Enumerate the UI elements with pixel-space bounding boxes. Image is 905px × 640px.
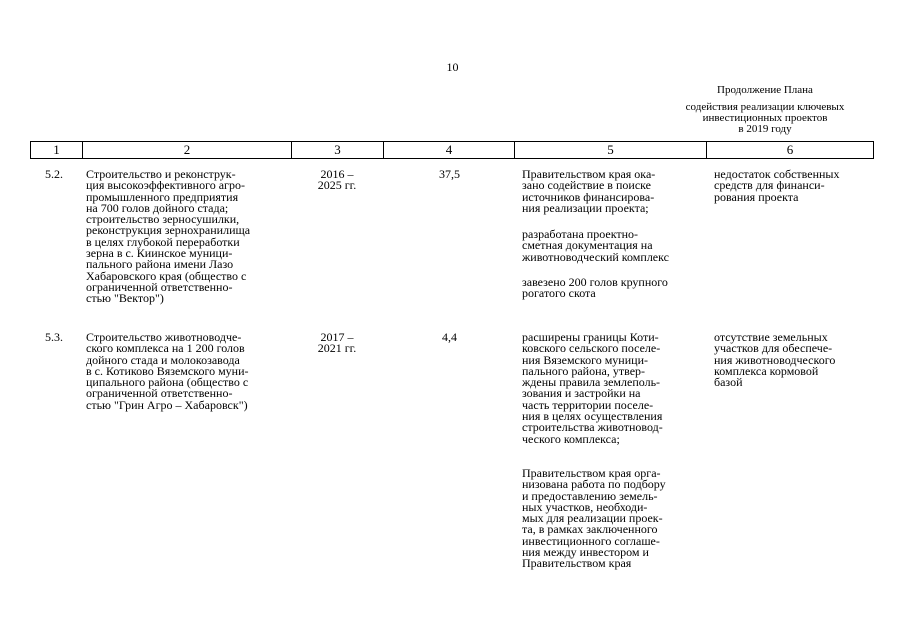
measure-text [522, 229, 669, 263]
project-description [86, 332, 249, 411]
text-line: источников финансирова- [522, 189, 655, 204]
text-line: Правительством края орга- [522, 466, 661, 480]
text-line: ния реализации проекта; [522, 200, 649, 215]
problem-text [714, 332, 835, 388]
text-line: промышленного предприятия [86, 189, 239, 204]
text-line: дойного стада и молокозавода [86, 352, 240, 367]
measure-text [522, 332, 663, 445]
row-number: 5.2. [45, 167, 63, 181]
text-line: строительства животновод- [522, 420, 663, 435]
text-line: на 700 голов дойного стада; [86, 200, 229, 215]
text-line: мых для реализации проек- [522, 511, 663, 526]
text-line: комплекса кормовой [714, 363, 819, 378]
text-line: ковского сельского поселе- [522, 341, 661, 356]
text-line: Правительством края [522, 556, 632, 571]
text-line: расширены границы Коти- [522, 330, 659, 344]
text-line: Строительство и реконструк- [86, 167, 236, 181]
text-line: базой [714, 375, 743, 390]
text-line: 2025 гг. [317, 178, 357, 193]
text-line: отсутствие земельных [714, 330, 828, 344]
heading-continuation: Продолжение Плана [717, 84, 813, 96]
text-line: зования и застройки на [522, 386, 641, 401]
text-line: ждены правила землеполь- [522, 375, 661, 390]
text-line: и предоставлению земель- [522, 488, 658, 503]
text-line: 2017 – [320, 330, 354, 344]
column-header-2: 2 [83, 142, 292, 158]
heading-line: содействия реализации ключевых [685, 101, 845, 113]
column-header-5: 5 [515, 142, 707, 158]
project-period [291, 332, 383, 355]
text-line: ция высокоэффективного агро- [86, 178, 245, 193]
text-line: низована работа по подбору [522, 477, 666, 492]
column-header-6: 6 [786, 142, 794, 157]
text-line: завезено 200 голов крупного [522, 275, 668, 289]
text-line: часть территории поселе- [522, 397, 654, 412]
text-line: 2016 – [320, 167, 354, 181]
heading-line: инвестиционных проектов [702, 112, 828, 124]
investment-value: 37,5 [439, 167, 460, 181]
text-line: строительство зерносушилки, [86, 212, 240, 227]
text-line: ния животноводческого [714, 352, 836, 367]
heading-line: в 2019 году [738, 123, 792, 135]
text-line: Строительство животноводче- [86, 330, 242, 344]
text-line: реконструкция зернохранилища [86, 223, 251, 238]
project-period [291, 169, 383, 192]
text-line: в целях глубокой переработки [86, 234, 240, 249]
measure-text [522, 169, 655, 214]
text-line: стью "Вектор") [86, 291, 164, 306]
text-line: участков для обеспече- [714, 341, 833, 356]
text-line: сметная документация на [522, 238, 653, 253]
text-line: Правительством края ока- [522, 167, 656, 181]
column-header-4: 4 [384, 142, 515, 158]
text-line: ципального района (общество с [86, 375, 249, 390]
text-line: разработана проектно- [522, 227, 639, 241]
text-line: инвестиционного соглаше- [522, 533, 660, 548]
text-line: ния в целях осуществления [522, 409, 663, 424]
row-number: 5.3. [45, 330, 63, 344]
text-line: зано содействие в поиске [522, 178, 651, 193]
measure-text [522, 468, 666, 570]
text-line: ского комплекса на 1 200 голов [86, 341, 245, 356]
text-line: 2021 гг. [317, 341, 357, 356]
text-line: зерна в с. Киинское муници- [86, 246, 233, 261]
project-description [86, 169, 250, 305]
text-line: пального района имени Лазо [86, 257, 234, 272]
table-header-row [30, 141, 874, 159]
text-line: ограниченной ответственно- [86, 279, 233, 294]
column-header-3: 3 [292, 142, 384, 158]
measure-text [522, 277, 668, 300]
text-line: ния Вяземского муници- [522, 352, 648, 367]
text-line: пального района, утвер- [522, 363, 646, 378]
page-number: 10 [446, 60, 459, 74]
text-line: рования проекта [714, 189, 799, 204]
text-line: животноводческий комплекс [522, 249, 669, 264]
column-header-1: 1 [31, 142, 83, 158]
text-line: Хабаровского края (общество с [86, 268, 247, 283]
text-line: в с. Котиково Вяземского муни- [86, 363, 249, 378]
text-line: ния между инвестором и [522, 545, 649, 560]
text-line: ных участков, необходи- [522, 499, 648, 514]
text-line: рогатого скота [522, 286, 596, 301]
text-line: средств для финанси- [714, 178, 825, 193]
text-line: ческого комплекса; [522, 431, 620, 446]
text-line: стью "Грин Агро – Хабаровск") [86, 397, 248, 412]
text-line: недостаток собственных [714, 167, 840, 181]
text-line: ограниченной ответственно- [86, 386, 233, 401]
text-line: та, в рамках заключенного [522, 522, 658, 537]
investment-value: 4,4 [442, 330, 457, 344]
continuation-heading [640, 85, 890, 135]
problem-text [714, 169, 839, 203]
